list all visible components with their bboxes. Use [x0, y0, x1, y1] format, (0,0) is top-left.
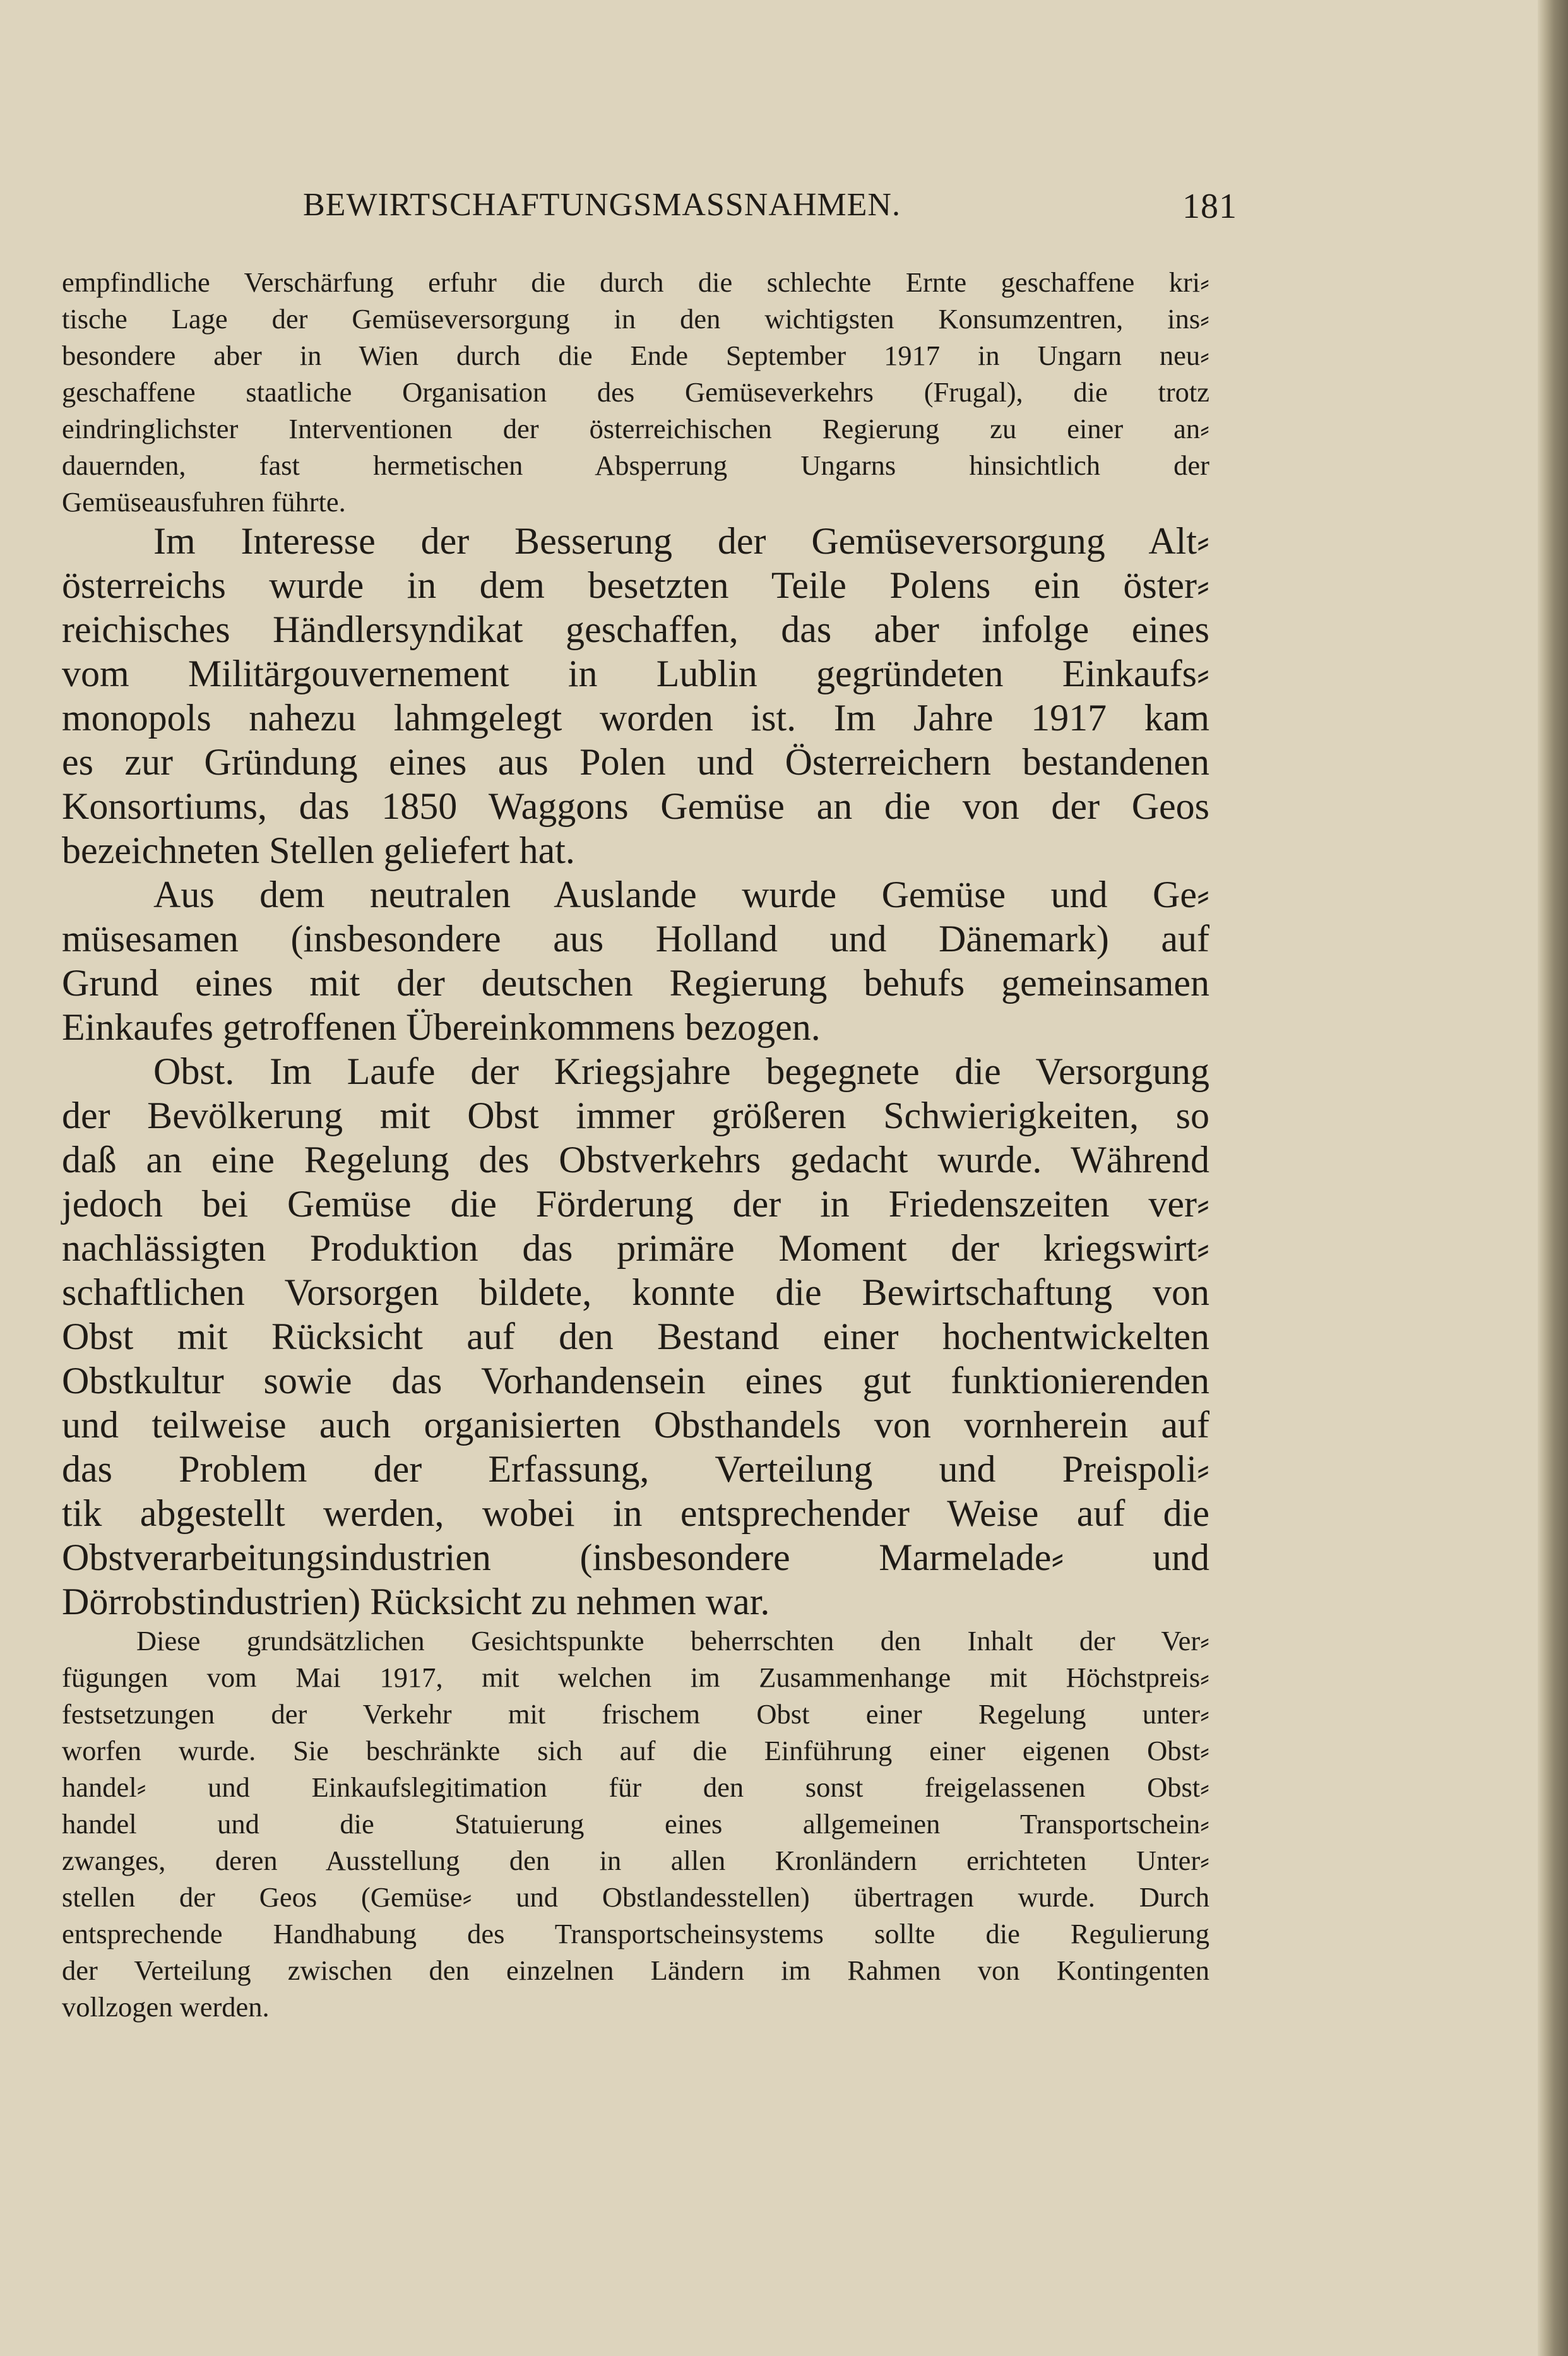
- text-line: monopols nahezu lahmgelegt worden ist. Im Jahre 1917 kam: [62, 697, 1209, 739]
- text-line: Obstverarbeitungsindustrien (insbesondere Marmelade⸗ und: [62, 1537, 1209, 1578]
- text-line: festsetzungen der Verkehr mit frischem Obst einer Regelung unter⸗: [62, 1698, 1209, 1730]
- text-line: müsesamen (insbesondere aus Holland und Dänemark) auf: [62, 918, 1209, 960]
- text-line: Gemüseausfuhren führte.: [62, 486, 346, 518]
- text-line: bezeichneten Stellen geliefert hat.: [62, 830, 575, 871]
- text-line: handel⸗ und Einkaufslegitimation für den sonst freigelassenen Obst⸗: [62, 1771, 1209, 1803]
- text-line: es zur Gründung eines aus Polen und Österreichern bestandenen: [62, 741, 1209, 783]
- text-line: Einkaufes getroffenen Übereinkommens bezogen.: [62, 1006, 821, 1048]
- text-line: der Verteilung zwischen den einzelnen Ländern im Rahmen von Kontingenten: [62, 1954, 1209, 1986]
- text-line: der Bevölkerung mit Obst immer größeren Schwierigkeiten, so: [62, 1095, 1209, 1136]
- text-line: nachlässigten Produktion das primäre Moment der kriegswirt⸗: [62, 1227, 1209, 1269]
- text-line: Diese grundsätzlichen Gesichtspunkte beherrschten den Inhalt der Ver⸗: [136, 1625, 1209, 1657]
- text-line: eindringlichster Interventionen der österreichischen Regierung zu einer an⸗: [62, 413, 1209, 444]
- text-line: das Problem der Erfassung, Verteilung und Preispoli⸗: [62, 1448, 1209, 1490]
- text-line: vom Militärgouvernement in Lublin gegründeten Einkaufs⸗: [62, 653, 1209, 694]
- text-line: Obstkultur sowie das Vorhandensein eines gut funktionierenden: [62, 1360, 1209, 1401]
- text-line: Aus dem neutralen Auslande wurde Gemüse und Ge⸗: [153, 874, 1209, 915]
- running-header: [303, 186, 1237, 230]
- paragraph-3: [62, 872, 1209, 1049]
- paragraph-5: [62, 1622, 1209, 2025]
- paragraph-2: [62, 519, 1209, 872]
- text-line: daß an eine Regelung des Obstverkehrs gedacht wurde. Während: [62, 1139, 1209, 1181]
- text-line: reichisches Händlersyndikat geschaffen, das aber infolge eines: [62, 609, 1209, 650]
- paragraph-4: [62, 1049, 1209, 1624]
- text-line: besondere aber in Wien durch die Ende September 1917 in Ungarn neu⸗: [62, 340, 1209, 371]
- text-line: tische Lage der Gemüseversorgung in den wichtigsten Konsumzentren, ins⸗: [62, 303, 1209, 335]
- text-line: Obst mit Rücksicht auf den Bestand einer hochentwickelten: [62, 1316, 1209, 1357]
- text-line: Konsortiums, das 1850 Waggons Gemüse an die von der Geos: [62, 785, 1209, 827]
- text-line: und teilweise auch organisierten Obsthandels von vornherein auf: [62, 1404, 1209, 1446]
- text-line: worfen wurde. Sie beschränkte sich auf die Einführung einer eigenen Obst⸗: [62, 1735, 1209, 1766]
- text-line: empfindliche Verschärfung erfuhr die durch die schlechte Ernte geschaffene kri⸗: [62, 266, 1209, 298]
- text-line: Im Interesse der Besserung der Gemüseversorgung Alt⸗: [153, 520, 1209, 562]
- text-line: handel und die Statuierung eines allgemeinen Transportschein⸗: [62, 1808, 1209, 1840]
- running-title: BEWIRTSCHAFTUNGSMASSNAHMEN.: [303, 187, 901, 223]
- text-line: fügungen vom Mai 1917, mit welchen im Zusammenhange mit Höchstpreis⸗: [62, 1662, 1209, 1693]
- text-line: entsprechende Handhabung des Transportscheinsystems sollte die Regulierung: [62, 1918, 1209, 1949]
- page-number: 181: [1182, 187, 1237, 226]
- text-line: Obst. Im Laufe der Kriegsjahre begegnete die Versorgung: [153, 1050, 1209, 1092]
- text-line: dauernden, fast hermetischen Absperrung Ungarns hinsichtlich der: [62, 449, 1209, 481]
- text-line: geschaffene staatliche Organisation des Gemüseverkehrs (Frugal), die trotz: [62, 376, 1209, 408]
- text-line: zwanges, deren Ausstellung den in allen Kronländern errichteten Unter⸗: [62, 1845, 1209, 1876]
- text-line: tik abgestellt werden, wobei in entsprechender Weise auf die: [62, 1492, 1209, 1534]
- paragraph-1: [62, 264, 1209, 520]
- text-line: vollzogen werden.: [62, 1991, 270, 2023]
- page-edge: [1538, 0, 1568, 2356]
- text-line: österreichs wurde in dem besetzten Teile Polens ein öster⸗: [62, 564, 1209, 606]
- text-line: schaftlichen Vorsorgen bildete, konnte die Bewirtschaftung von: [62, 1271, 1209, 1313]
- text-line: jedoch bei Gemüse die Förderung der in Friedenszeiten ver⸗: [62, 1183, 1209, 1225]
- text-line: Dörrobstindustrien) Rücksicht zu nehmen war.: [62, 1581, 770, 1622]
- text-line: Grund eines mit der deutschen Regierung behufs gemeinsamen: [62, 962, 1209, 1004]
- text-line: stellen der Geos (Gemüse⸗ und Obstlandesstellen) übertragen wurde. Durch: [62, 1881, 1209, 1913]
